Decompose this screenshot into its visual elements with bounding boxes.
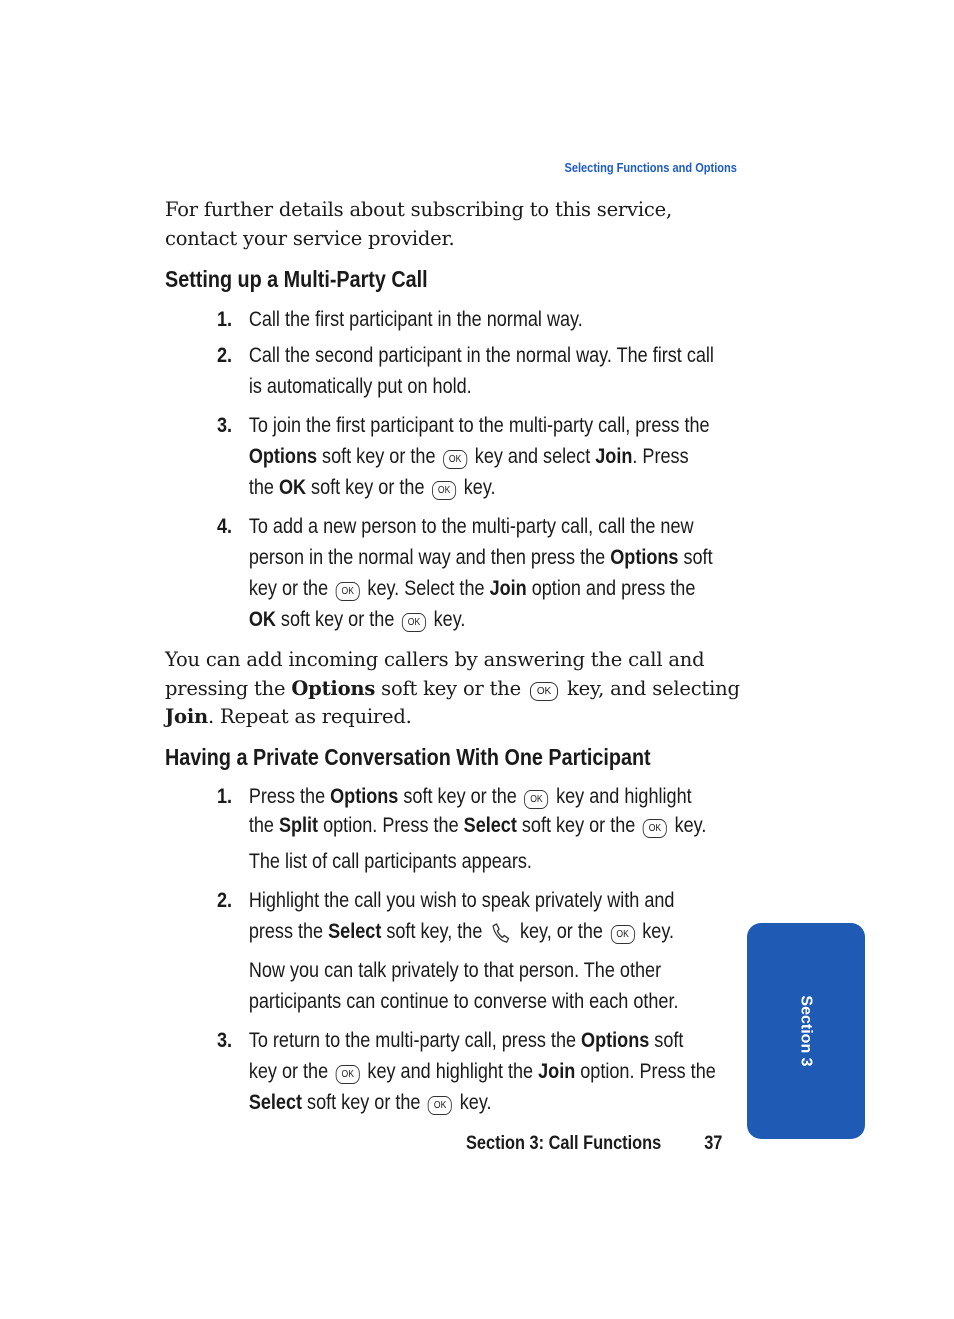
section-heading-private-conversation: Having a Private Conversation With One Participant [165, 744, 651, 770]
ok-key-icon: OK [336, 1065, 360, 1084]
step-number: 3. [217, 414, 233, 437]
intro-paragraph: For further details about subscribing to this service, contact your service provider. [165, 198, 672, 250]
running-header: Selecting Functions and Options [564, 160, 737, 175]
step-number: 2. [217, 889, 233, 912]
step-2-1 [217, 782, 716, 876]
ok-key-icon: OK [432, 481, 456, 500]
step-2-3 [217, 1025, 716, 1118]
step-note: Now you can talk privately to that person. The other participants can continue to converse with each other. [248, 959, 679, 1013]
send-key-icon [491, 922, 512, 944]
section-side-tab [747, 923, 865, 1139]
step-text: To add a new person to the multi-party call, call the new person in the normal way and then press the Options soft key or the OK key. Select the Join option and press the OK soft key or the OK key. [248, 515, 713, 631]
step-1-3 [217, 410, 716, 503]
section-tab-label: Section 3 [797, 995, 815, 1067]
step-1-1 [217, 304, 716, 335]
ok-key-icon: OK [443, 450, 467, 469]
ok-key-icon: OK [611, 925, 635, 944]
ok-key-icon: OK [402, 613, 426, 632]
step-text: Call the second participant in the normal way. The first call is automatically put on hold. [248, 344, 714, 398]
step-number: 1. [217, 785, 233, 808]
step-text: Press the Options soft key or the OK key and highlight the Split option. Press the Select soft key or the OK key. [248, 785, 707, 837]
footer-chapter: Section 3: Call Functions [466, 1133, 662, 1154]
step-text: Call the first participant in the normal way. [248, 308, 583, 331]
page-number: 37 [704, 1133, 723, 1154]
step-number: 4. [217, 515, 233, 538]
step-note: The list of call participants appears. [248, 850, 532, 873]
ok-key-icon: OK [530, 682, 558, 701]
step-number: 3. [217, 1029, 233, 1052]
step-number: 2. [217, 344, 233, 367]
page-footer [466, 1133, 722, 1155]
ok-key-icon: OK [336, 582, 360, 601]
ok-key-icon: OK [428, 1096, 452, 1115]
section-heading-multi-party: Setting up a Multi-Party Call [165, 266, 428, 292]
step-number: 1. [217, 308, 233, 331]
step-1-2 [217, 340, 716, 402]
middle-paragraph: You can add incoming callers by answering the call and pressing the Options soft key or the OK key, and selecting Join. Repeat as required. [165, 648, 740, 728]
step-text: To join the first participant to the multi-party call, press the Options soft key or the OK key and select Join. Press the OK soft key or the OK key. [248, 414, 710, 499]
ok-key-icon: OK [524, 790, 548, 809]
step-text: To return to the multi-party call, press the Options soft key or the OK key and highlight the Join option. Press the Select soft key or the OK key. [248, 1029, 716, 1114]
step-text: Highlight the call you wish to speak privately with and press the Select soft key, the key, or the OK key. [248, 889, 675, 943]
step-1-4 [217, 511, 716, 635]
step-2-2 [217, 885, 716, 1017]
ok-key-icon: OK [643, 819, 667, 838]
